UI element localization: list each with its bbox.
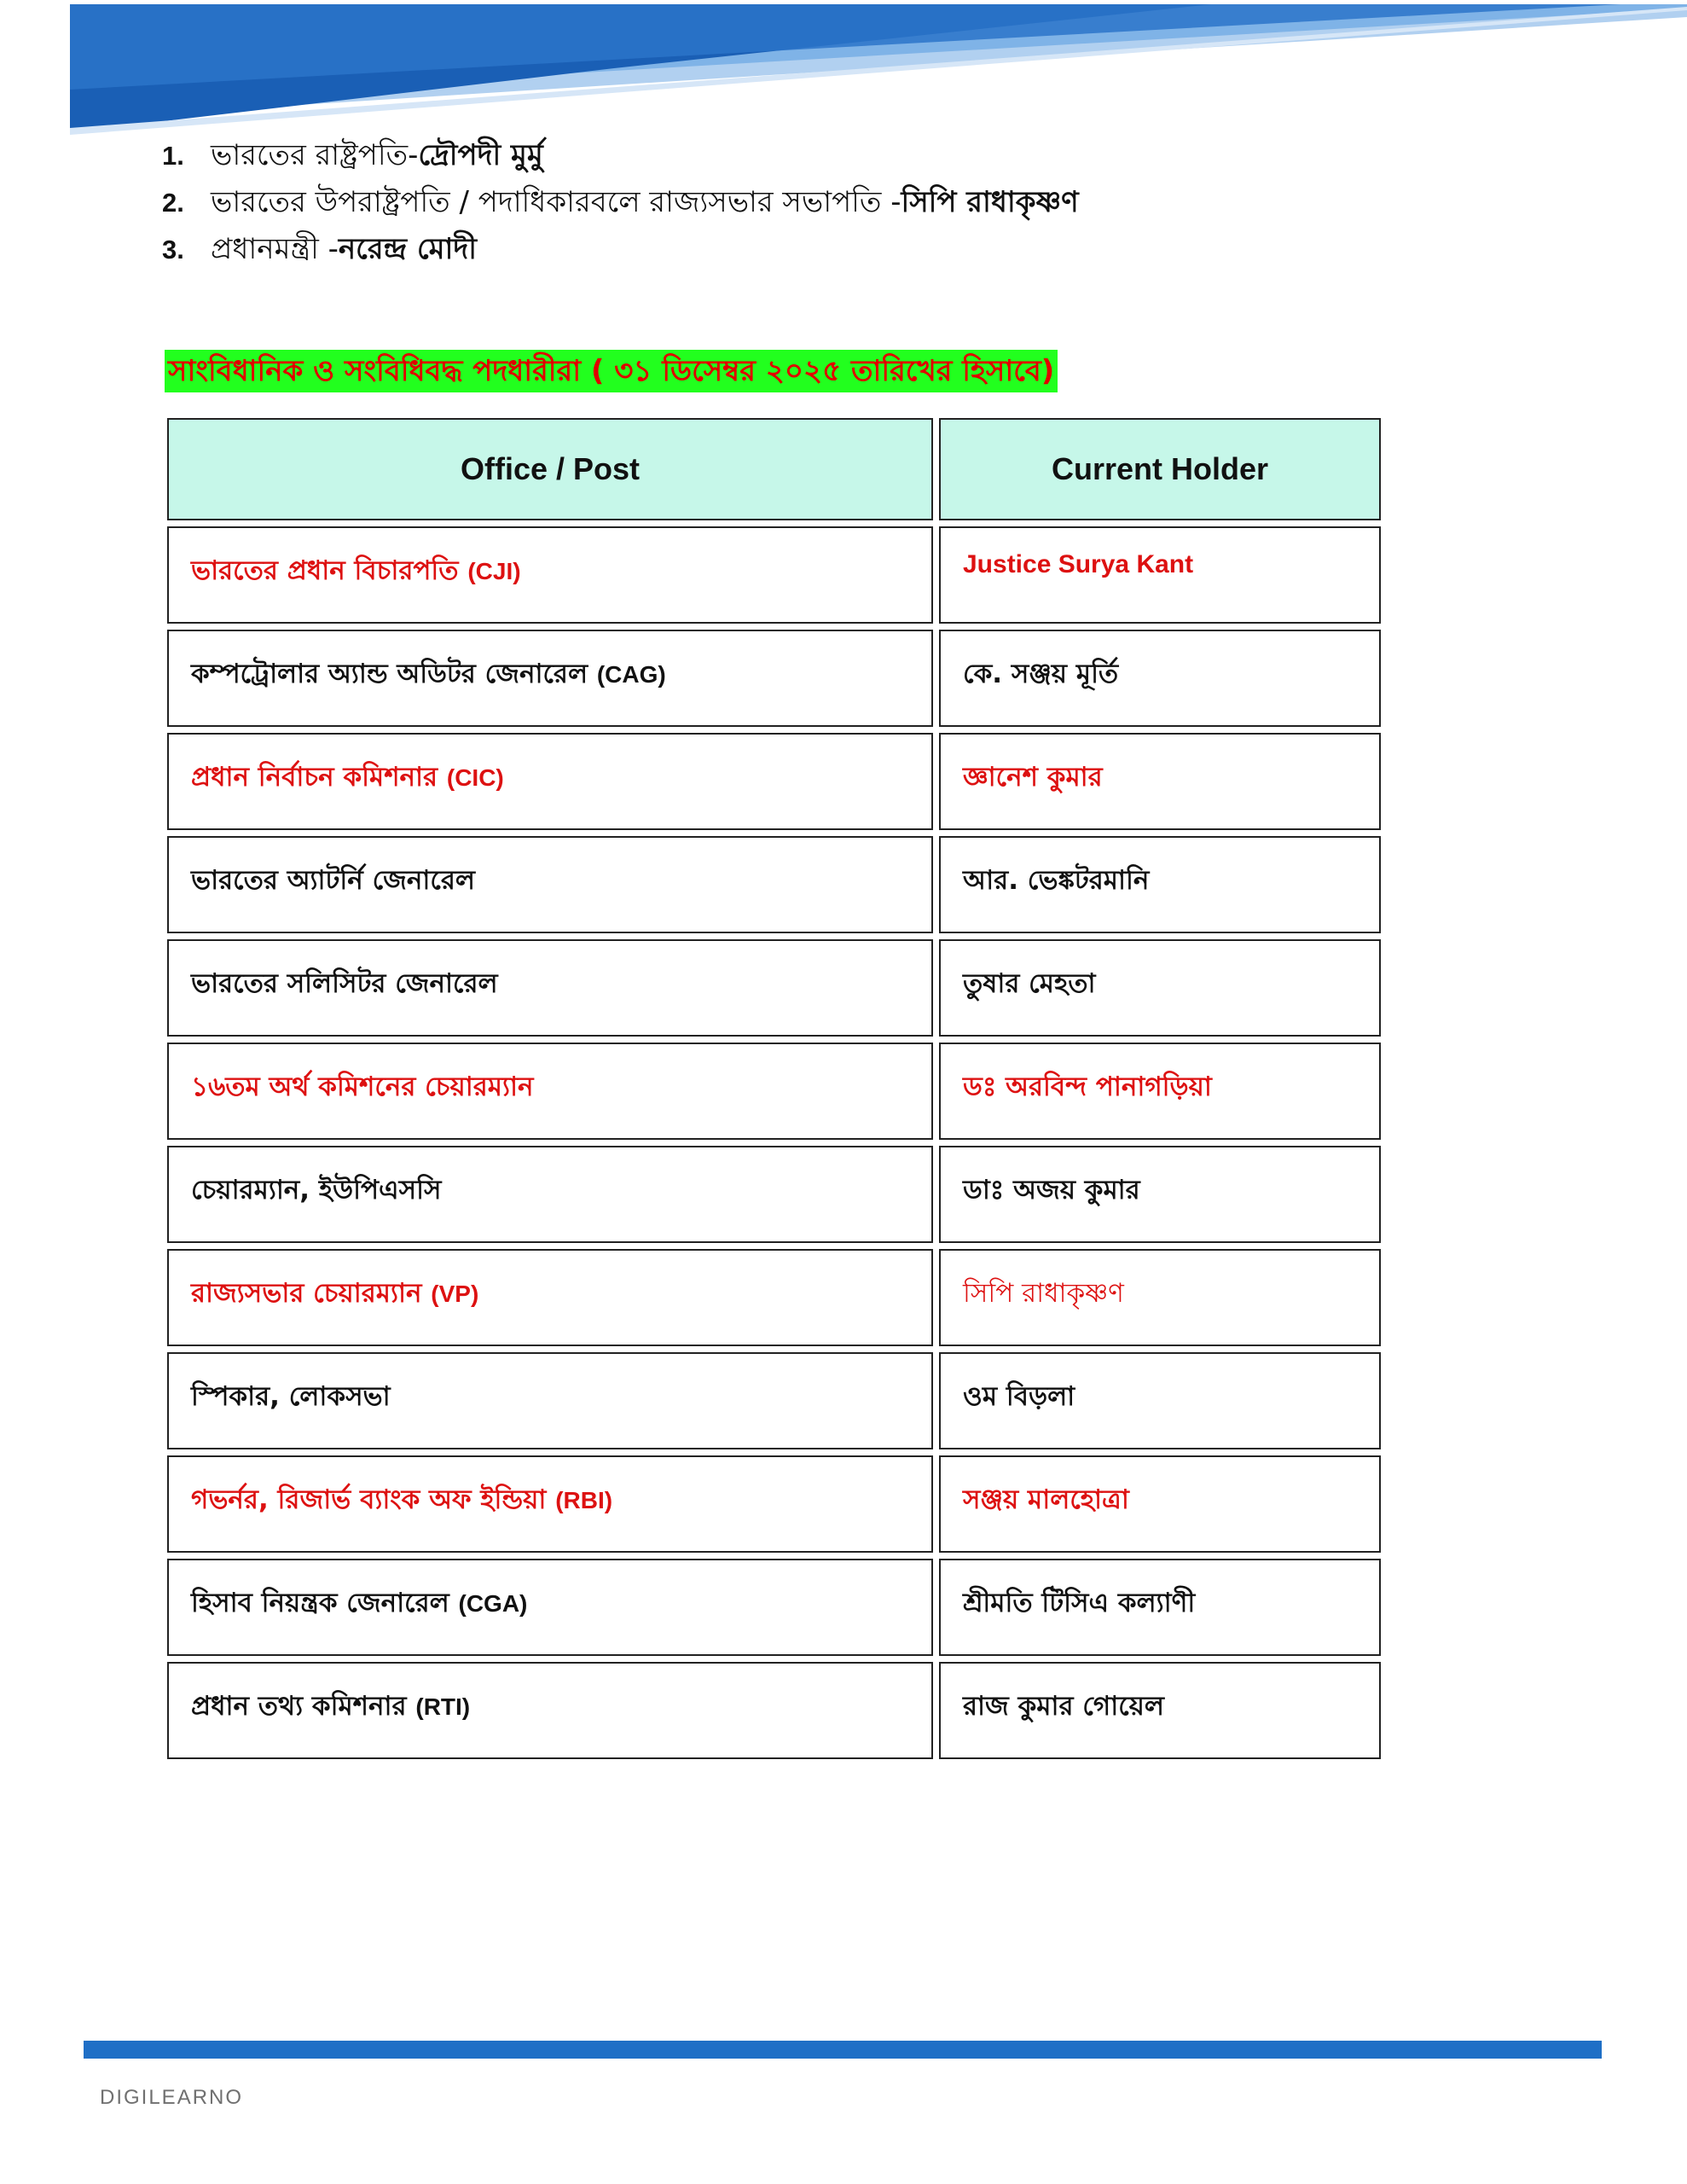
list-label: ভারতের উপরাষ্ট্রপতি / পদাধিকারবলে রাজ্যসভার সভাপতি -: [211, 185, 901, 219]
holder-cell: আর. ভেঙ্কটরমানি: [939, 836, 1381, 933]
office-abbreviation: (CIC): [446, 764, 504, 791]
table-row: [167, 1662, 1381, 1759]
office-cell: [167, 1146, 933, 1243]
holder-cell: কে. সঞ্জয় মূর্তি: [939, 630, 1381, 727]
list-name: সিপি রাধাকৃষ্ণণ: [901, 185, 1079, 219]
office-cell: [167, 1043, 933, 1140]
brand-name: DIGILEARNO: [100, 2086, 244, 2109]
list-label: ভারতের রাষ্ট্রপতি-: [211, 138, 419, 172]
list-number: 1.: [162, 141, 184, 171]
table-row: [167, 630, 1381, 727]
office-name: প্রধান নির্বাচন কমিশনার: [191, 762, 447, 793]
holder-cell: সঞ্জয় মালহোত্রা: [939, 1455, 1381, 1553]
office-cell: [167, 1352, 933, 1449]
office-name: ভারতের অ্যাটর্নি জেনারেল: [191, 865, 475, 896]
list-label: প্রধানমন্ত্রী -: [211, 232, 339, 266]
office-cell: [167, 630, 933, 727]
table-row: [167, 1352, 1381, 1449]
list-name: দ্রৌপদী মুর্মু: [418, 138, 543, 172]
section-heading: সাংবিধানিক ও সংবিধিবদ্ধ পদধারীরা ( ৩১ ডিসেম্বর ২০২৫ তারিখের হিসাবে): [165, 350, 1058, 392]
table-row: [167, 939, 1381, 1037]
table-row: [167, 1146, 1381, 1243]
holder-cell: ডঃ অরবিন্দ পানাগড়িয়া: [939, 1043, 1381, 1140]
office-name: প্রধান তথ্য কমিশনার: [191, 1691, 416, 1722]
office-name: ভারতের প্রধান বিচারপতি: [191, 555, 468, 586]
officials-list: [162, 132, 1079, 273]
office-name: ভারতের সলিসিটর জেনারেল: [191, 968, 498, 999]
holder-cell: সিপি রাধাকৃষ্ণণ: [939, 1249, 1381, 1346]
list-item: [162, 226, 1079, 273]
office-name: গভর্নর, রিজার্ভ ব্যাংক অফ ইন্ডিয়া: [191, 1484, 556, 1515]
office-abbreviation: (CAG): [596, 661, 666, 688]
table-row: [167, 1043, 1381, 1140]
table-header-row: [167, 418, 1381, 520]
list-name: নরেন্দ্র মোদী: [338, 232, 478, 266]
office-name: কম্পট্রোলার অ্যান্ড অডিটর জেনারেল: [191, 659, 597, 689]
table-row: [167, 733, 1381, 830]
holder-cell: ডাঃ অজয় কুমার: [939, 1146, 1381, 1243]
table-row: [167, 526, 1381, 624]
holder-cell: Justice Surya Kant: [939, 526, 1381, 624]
table-row: [167, 836, 1381, 933]
office-abbreviation: (RBI): [555, 1487, 613, 1513]
list-item: [162, 179, 1079, 226]
holder-cell: শ্রীমতি টিসিএ কল্যাণী: [939, 1559, 1381, 1656]
office-cell: [167, 733, 933, 830]
footer-bar: [84, 2041, 1602, 2059]
column-header-holder: Current Holder: [939, 418, 1381, 520]
holder-cell: রাজ কুমার গোয়েল: [939, 1662, 1381, 1759]
office-name: ১৬তম অর্থ কমিশনের চেয়ারম্যান: [191, 1072, 534, 1102]
office-cell: [167, 526, 933, 624]
office-name: রাজ্যসভার চেয়ারম্যান: [191, 1278, 432, 1309]
office-cell: [167, 1559, 933, 1656]
office-holders-table: [167, 418, 1381, 1765]
office-cell: [167, 1455, 933, 1553]
header-banner: [0, 0, 1687, 145]
office-name: হিসাব নিয়ন্ত্রক জেনারেল: [191, 1588, 459, 1618]
table-row: [167, 1455, 1381, 1553]
holder-cell: জ্ঞানেশ কুমার: [939, 733, 1381, 830]
office-name: স্পিকার, লোকসভা: [191, 1381, 391, 1412]
list-item: [162, 132, 1079, 179]
list-number: 2.: [162, 188, 184, 218]
list-number: 3.: [162, 235, 184, 264]
holder-cell: তুষার মেহতা: [939, 939, 1381, 1037]
office-cell: [167, 1249, 933, 1346]
office-abbreviation: (CGA): [458, 1590, 528, 1617]
office-abbreviation: (CJI): [467, 558, 521, 584]
office-cell: [167, 939, 933, 1037]
office-cell: [167, 836, 933, 933]
office-abbreviation: (RTI): [415, 1693, 471, 1720]
table-row: [167, 1249, 1381, 1346]
office-abbreviation: (VP): [431, 1281, 479, 1307]
column-header-office: Office / Post: [167, 418, 933, 520]
table-row: [167, 1559, 1381, 1656]
holder-cell: ওম বিড়লা: [939, 1352, 1381, 1449]
office-cell: [167, 1662, 933, 1759]
office-name: চেয়ারম্যান, ইউপিএসসি: [191, 1175, 442, 1205]
